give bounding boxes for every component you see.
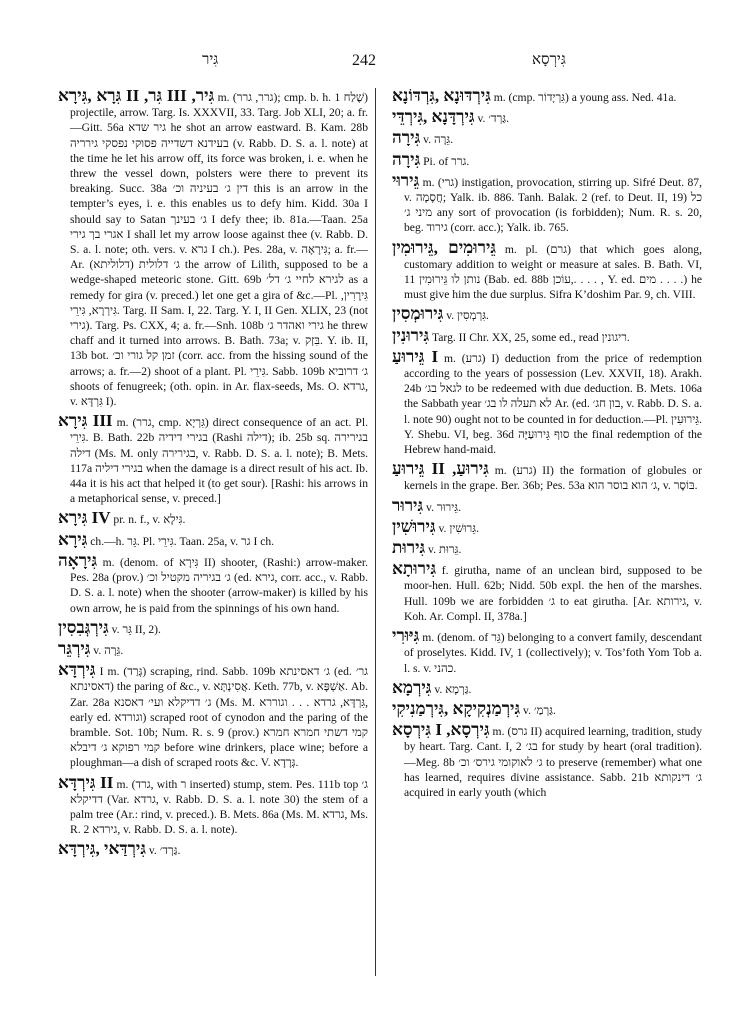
headword: גֵּירוּמִים ,גֵּירוּמִין: [392, 237, 497, 257]
headword: גִּירוּנִין: [392, 325, 430, 345]
definition: m. (גרר, cmp. גִּרְיָא) direct consequence of an act. Pl. גִּירֵי. B. Bath. 22b בגירי דידיה (Rashi דילה); ib. 25b sq. בגירירה דילה (Ms. M. only בגירירה, v. Rabb. D. S. a. l. note); B. Mets. 117a בגירי דיליה when the damage is a direct result of his act. Ib. 44a it is his act that helped it (to get sour). [Rashi: his arrows in a metaphorical sense, v. preced.]: [70, 416, 369, 506]
headword: גֵּירוּעַ II ,גִּירוּעַ: [392, 459, 489, 479]
headword: גֵּירוּעַ I: [392, 346, 439, 366]
definition: v. גֵּרוּשִׁין.: [438, 521, 479, 535]
headword: גִּרָא ,גִּירָא II ,גִּר III ,גִּיר: [58, 86, 215, 105]
headword: גִּירוּת: [392, 538, 426, 558]
definition: I m. (גָּרַד) scraping, rind. Sabb. 109b ג׳ דאסינתא (ed. גר׳ דאסינתא) the paring of &c., v. אֲסִינְתָּא. Keth. 77b, v. אַשְׁפָּא. Ab. Zar. 28a ג׳ דדיקלא ועי׳ דאסנא (Ms. M. גִּרְדָּא, גרדא . . . וגוררא, early ed. וגורדא) scraped root of cynodon and the paring of the bramble. Sot. 10b; Num. R. s. 9 (prov.) קמי דשתי חמרא חמרא קמי רפוקא ג׳ דיבלא before wine drinkers, place wine; before a ploughman—a dish of scraped roots &c. V. גְּרָדָא.: [70, 665, 369, 770]
definition: f. girutha, name of an unclean bird, supposed to be moor-hen. Hull. 62b; Nidd. 50b expl. the hen of the marshes. Hull. 109b we are forbidden ג׳ to eat girutha. [Ar. גירותא, v. Koh. Ar. Compl. II, 378a.]: [404, 564, 702, 623]
page-number: 242: [352, 52, 376, 69]
definition: v. גֵּרָה.: [423, 133, 454, 147]
entry: [392, 109, 702, 126]
entry: [58, 841, 368, 858]
entry: [392, 149, 702, 169]
headword: גִּירְסָא I ,גִּירְסָא: [392, 720, 490, 740]
definition: m. (גרי) instigation, provocation, stirring up. Sifré Deut. 87, v. חֲסָמָה; Yalk. ib. 886. Tanh. Balak. 2 (ref. to Deut. II, 19) כל מיני ג׳ any sort of provocation (is forbidden); Num. R. s. 20, beg. גירוד (corr. acc.); Yalk. ib. 765.: [404, 175, 702, 235]
definition: v. גַּרְד׳.: [148, 844, 181, 858]
definition: m. (cmp. גִּרְיָדוֹר) a young ass. Ned. 41a.: [493, 91, 677, 104]
definition: m. (denom. of גִּירָא II) shooter, (Rashi:) arrow-maker. Pes. 28a (prov.) ג׳ בגיריה מקטיל וכ׳ (ed. גירא, corr. acc., v. Rabb. D. S. a. l. note) when the shooter (arrow-maker) is killed by his own arrow, he is paid from the spinnings of his own hand.: [70, 555, 368, 615]
headword: גִּירָא IV: [58, 508, 111, 528]
entry: [392, 722, 702, 800]
headword: גִּירָא: [58, 529, 88, 549]
headword: גִּירוּשִׁין: [392, 516, 436, 536]
headword: גִּיּוּרִי: [392, 626, 420, 646]
entry: [392, 88, 702, 105]
definition: v. גַּרְמַ׳.: [523, 703, 556, 717]
entry: [392, 677, 702, 697]
entry: [58, 413, 368, 506]
definition: m. (גרע) I) deduction from the price of redemption according to the years of possession (Lev. XXVII, 18). Arakh. 24b לגאל בג׳ to be redeemed with due deduction. B. Mets. 106a the Sabbath year לא תעלה לו בג׳ Ar. (ed. בון חג׳, v. Rabb. D. S. a. l. note 90) ought not to be counted in for deduction.—Pl. גֵּירוּעִין. Y. Shebu. VI, beg. 36d סוף גֵּירוּעַיָּה the final redemption of the Hebrew hand-maid.: [404, 351, 703, 457]
definition: m. (גרע) II) the formation of globules or kernels in the grape. Ber. 36b; Pes. 53a ג׳ הוא בוסר הוא, v. בּוֹסֶר.: [404, 464, 702, 493]
entry: [392, 698, 702, 718]
headword: גִּירָא III: [58, 411, 113, 431]
definition: v. גֵּירוּר.: [426, 500, 462, 514]
entry: [58, 510, 368, 527]
entry: [58, 550, 368, 616]
entry: [392, 461, 702, 493]
headword: גִּירוּמְסִין: [392, 304, 444, 324]
definition: v. גֵּרָה.: [93, 643, 124, 657]
headword: גִּירְמָא: [392, 677, 432, 697]
headword: גִּירוּתָא: [392, 559, 437, 579]
entry: [58, 617, 368, 637]
definition: ch.—h. גֵּר. Pl. גִּירֵי. Taan. 25a, v. גר I ch.: [90, 534, 275, 548]
headword: גֵּירוּי: [392, 170, 420, 190]
definition: m. (גרד, with ר inserted) stump, stem. Pes. 111b top ג׳ דדיקלא (Var. גרדא, v. Rabb. D. S. a. l. note 30) the stem of a palm tree (Ar.: rind, v. preced.). B. Mets. 86a (Ms. M. גרדא, Ms. R. 2 גירדא, v. Rabb. D. S. a. l. note).: [70, 777, 369, 837]
definition: Pi. of גרר.: [423, 154, 470, 168]
definition: m. (גרס II) acquired learning, tradition, study by heart. Targ. Cant. I, 2 בג׳ for study by heart (oral tradition).—Meg. 8b ג׳ לאוקומי גירס׳ וכ׳ to preserve (remember) what one has learned, requires divine assistance. Sabb. 21b ג׳ דינקותא acquired in early youth (which: [404, 725, 702, 799]
right-column: [392, 88, 702, 804]
entry: [392, 237, 703, 303]
definition: v. גֵּר II, 2).: [111, 622, 161, 636]
entry: [392, 516, 702, 536]
headword: גִּירְדּוּנָא ,גִּרְדּוֹנָא: [392, 86, 491, 105]
definition: v. גַּרְד׳.: [477, 112, 510, 126]
definition: pr. n. f., v. גִּילָא.: [113, 513, 186, 527]
entry: [392, 628, 702, 676]
entry: [58, 88, 368, 409]
entry: [392, 325, 702, 345]
entry: [58, 638, 368, 658]
headword: גִּירְדָּא II: [58, 772, 114, 792]
definition: v. גַּרְמָא.: [434, 682, 472, 696]
headword: גִּירָה: [392, 128, 421, 148]
right-running-head: גִּירְסָא: [532, 52, 566, 68]
definition: v. גֵּרוּת.: [428, 543, 462, 557]
column-divider: [375, 88, 376, 976]
headword: גִּירְגְּבִסִין: [58, 617, 109, 637]
definition: Targ. II Chr. XX, 25, some ed., read ריגונין.: [432, 330, 630, 344]
entry: [392, 170, 702, 236]
entry: [392, 306, 702, 323]
headword: גִּירוּר: [392, 495, 424, 515]
headword: גִּירְדָּנָא ,גִּירְדֵּי: [392, 107, 475, 127]
headword: גִּירְדַּאי ,גִּירְדָּא: [58, 839, 146, 859]
entry: [58, 772, 369, 838]
entry: [392, 561, 702, 624]
headword: גִּירְגֵּר: [58, 638, 91, 658]
left-running-head: גִּיר: [202, 52, 219, 68]
entry: [392, 346, 703, 457]
entry: [392, 495, 702, 515]
definition: m. (גרר, גרר); cmp. b. h. שֶׁלַח 1) projectile, arrow. Targ. Is. XXXVII, 33. Targ. Job XLI, 20; a. fr.—Gitt. 56a גיר שדא he shot an arrow eastward. B. Kam. 28b בעידנא דשדייה פסוקי נפסקי גירריה (v. Rabb. D. S. a. l. note) at the time he let his arrow off, its force was broken, i. e. when he threw the vessel down, polsters were there to prevent its breaking. Succ. 38a דין ג׳ בעיניה וכ׳ this is an arrow in the tempter’s eyes, i. e. this enables us to defy him. Kidd. 30a I should say to Satan ג׳ בעינך I defy thee; ib. 81a.—Taan. 25a אגרי בך גירי I shall let my arrow loose against thee (v. Rabb. D. S. a. l. note; oth. vers. v. גרא I ch.). Pes. 28a, v. גִּירָאָה; a. fr.—Ar. (דלוליתא) ג׳ דלולית the arrow of Lilith, supposed to be a wedge-shaped meteoric stone. Gitt. 69b לגירא לחיי ג׳ דל׳ as a remedy for gira (v. preced.) let one get a gira of &c.—Pl. גִּירָרִין, גִּירְרָא, גִּירֵי. Targ. II Sam. I, 22. Targ. Y. I, II Gen. XLIX, 23 (not גירי). Targ. Ps. CXX, 4; a. fr.—Snh. 108b גירי ואהדר ג׳ he threw chaff and it turned into arrows. B. Bath. 73a; v. בִּזְק. Y. ib. II, 13b bot. זמן קל גורי וכ׳ (corr. acc. from the hissing sound of the arrows; a. fr.—2) shoot of a plant. Pl. גִּירֵי. Sabb. 109b ג׳ דרוביא shoots of fenugreek; (oth. opin. in Ar. flax-seeds, Ms. O. גרדא, v. גִּרְדָּא I).: [70, 91, 369, 409]
headword: גִּירְמַנְקִיקָא ,גִּירְמַנִיקִי: [392, 698, 521, 718]
definition: v. גִּרְמְסִין.: [446, 309, 489, 323]
entry: [392, 130, 702, 147]
headword: גִּירְדָּא: [58, 660, 96, 680]
definition: m. (denom. of גֵּר) belonging to a convert family, descendant of proselytes. Kidd. IV, 1 (collectively); v. Tos’foth Yom Tob a. l. s. v. כהני.: [404, 631, 702, 675]
definition: m. pl. (גרם) that which goes along, customary addition to weight or measure at sales. B. Bath. VI, 11 נותן לו גֵּירוּמִין (Bab. ed. 88b עוֹכן,. . . . , Y. ed. מים . . . .) he must give him the due surplus. Sifra K’doshim Par. 9, ch. VIII.: [404, 242, 703, 302]
left-column: [58, 88, 368, 863]
entry: [392, 540, 702, 557]
entry: [58, 529, 368, 549]
headword: גִּירָה: [392, 149, 421, 169]
entry: [58, 662, 368, 770]
headword: גִּירָאָה: [58, 550, 98, 570]
